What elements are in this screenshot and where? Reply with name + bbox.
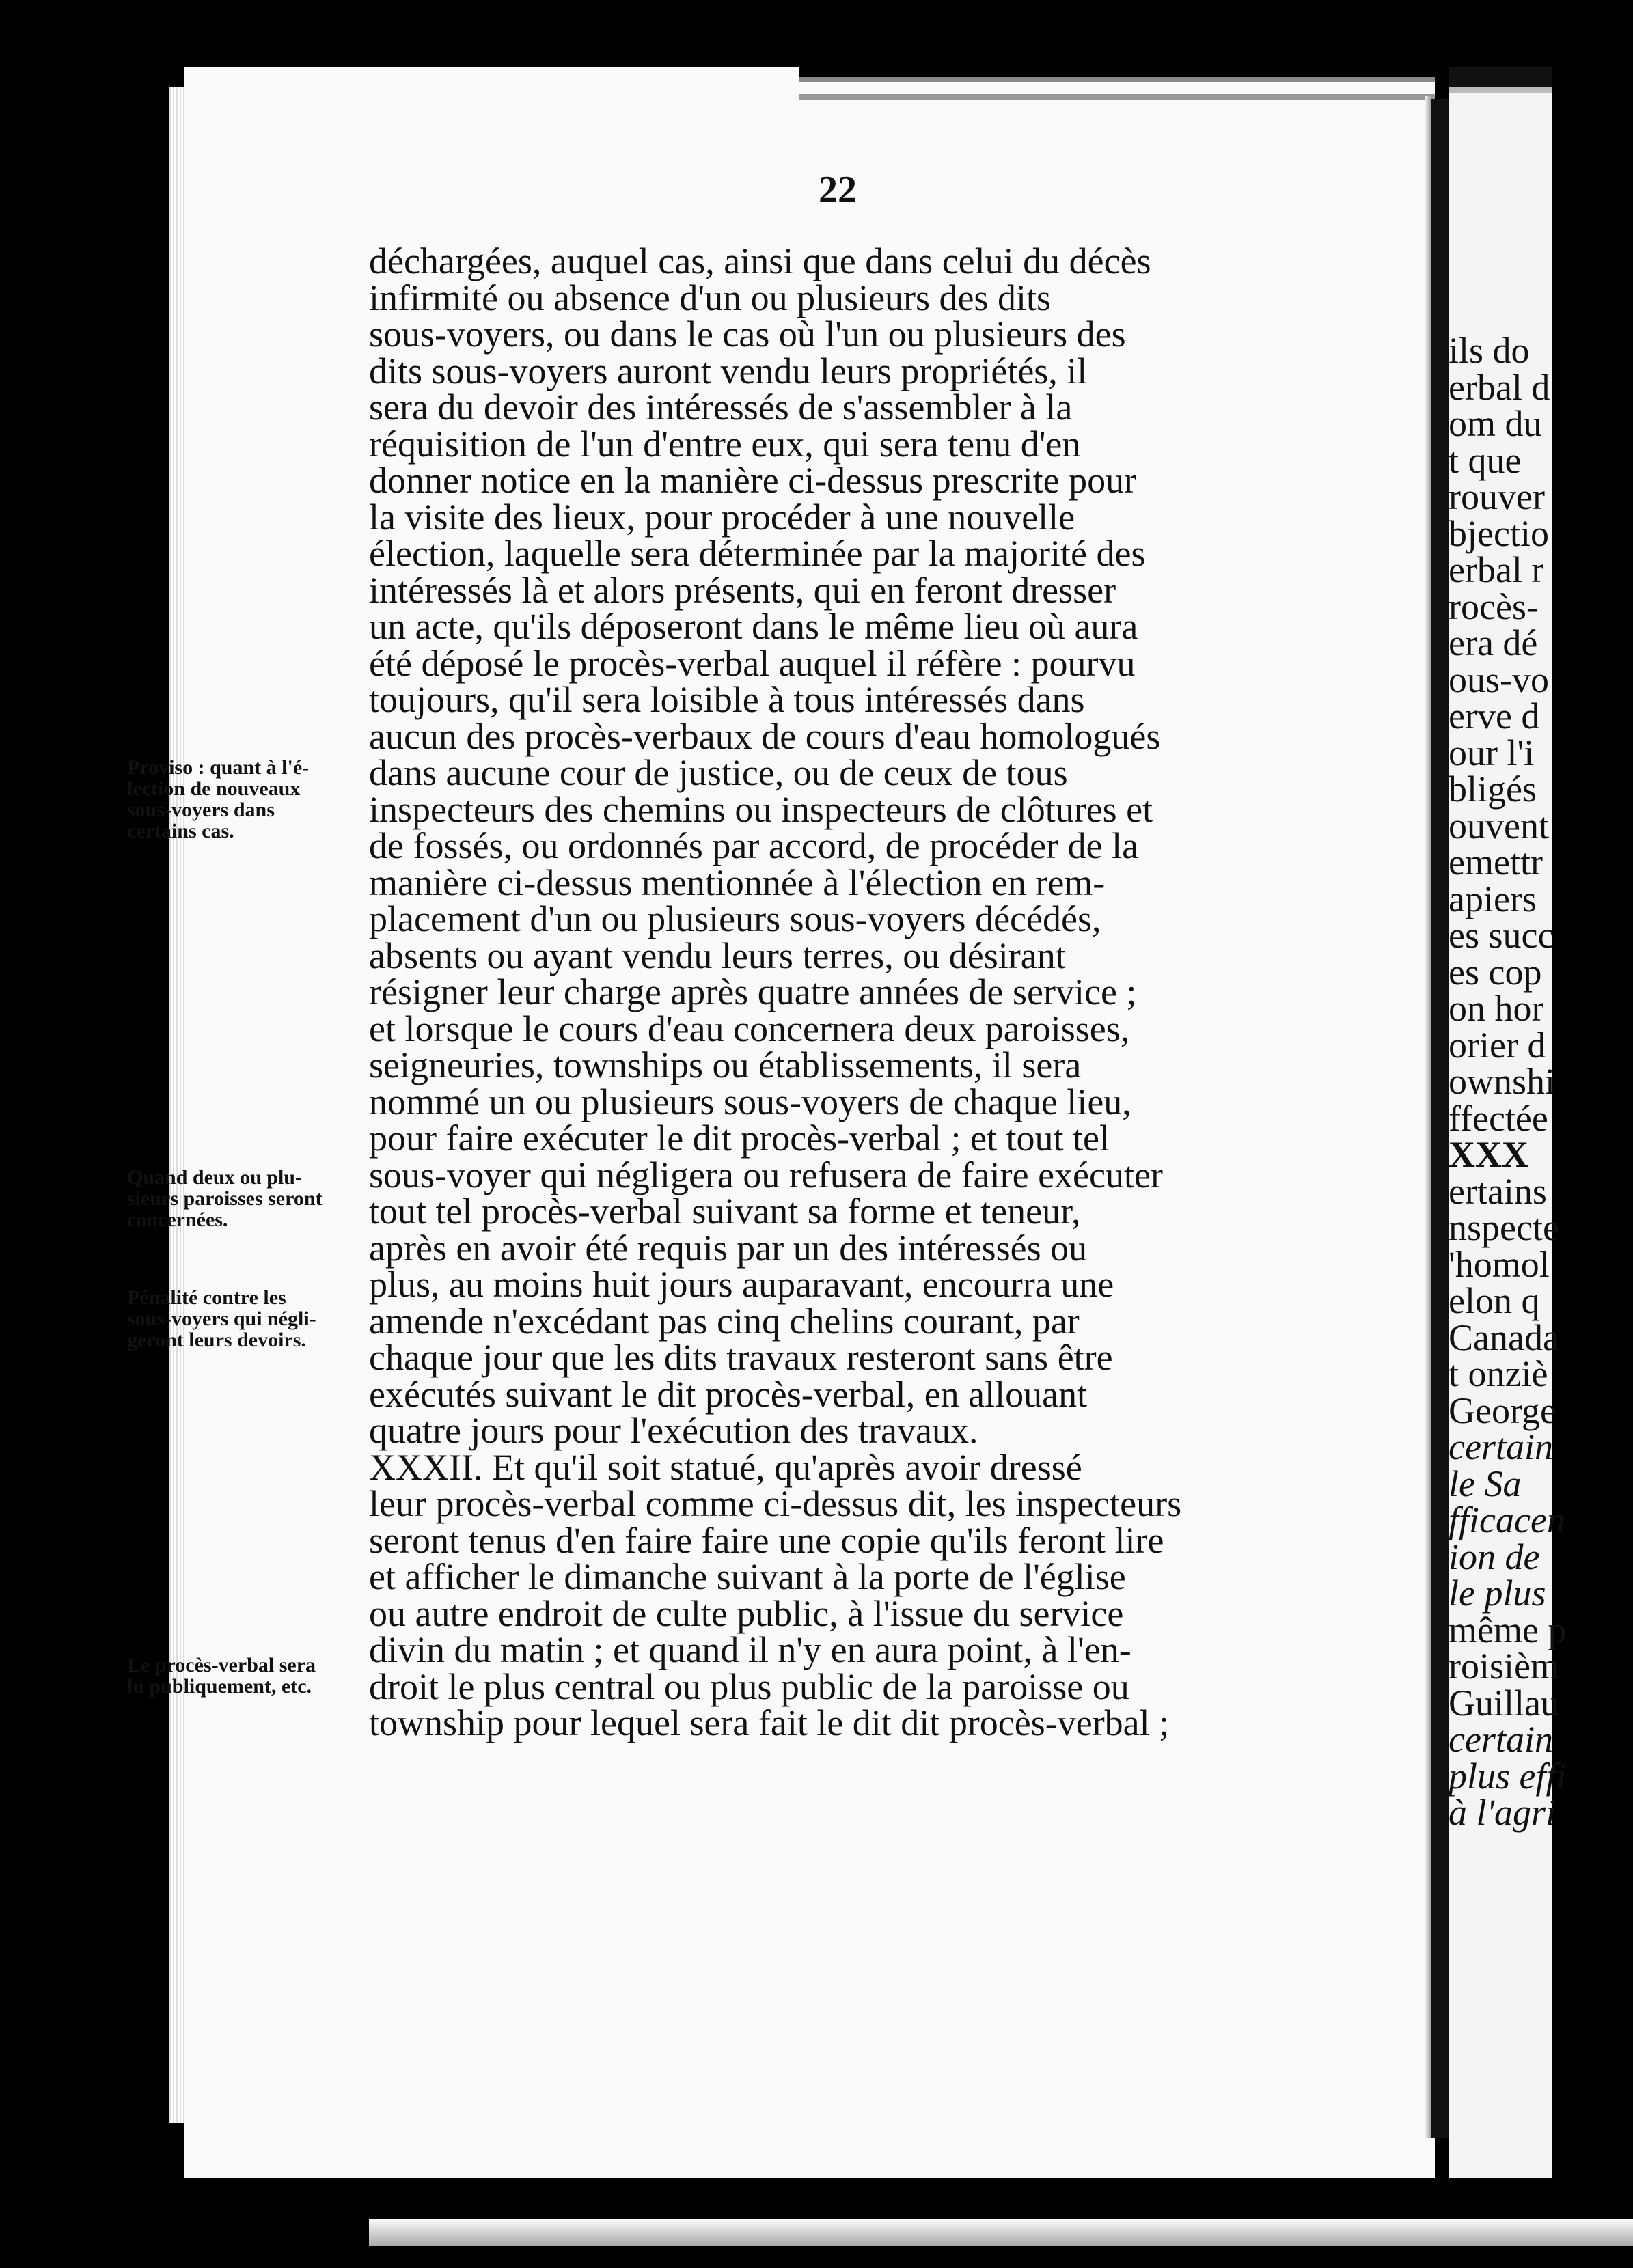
text-line: tout tel procès-verbal suivant sa forme et teneur,	[369, 1191, 1081, 1232]
margin-note-penalite	[127, 1287, 316, 1351]
text-fragment: ous-vo	[1449, 659, 1549, 700]
margin-note-line: lection de nouveaux	[127, 777, 301, 800]
margin-note-line: sous-voyers qui négli-	[127, 1308, 316, 1330]
margin-note-proviso	[127, 757, 309, 842]
text-fragment: roisièm	[1449, 1646, 1559, 1687]
text-line: un acte, qu'ils déposeront dans le même lieu où aura	[369, 606, 1138, 647]
text-line: résigner leur charge après quatre années de service ;	[369, 971, 1137, 1012]
margin-note-line: certains cas.	[127, 820, 234, 842]
text-fragment: ils do	[1449, 330, 1530, 371]
text-fragment: 'homol	[1449, 1243, 1550, 1285]
text-fragment: bligés	[1449, 769, 1537, 810]
text-fragment: era dé	[1449, 622, 1538, 663]
book-gutter	[1431, 99, 1449, 2138]
text-line: dits sous-voyers auront vendu leurs propriétés, il	[369, 350, 1088, 391]
text-line: et afficher le dimanche suivant à la porte de l'église	[369, 1556, 1126, 1597]
text-line: été déposé le procès-verbal auquel il réfère : pourvu	[369, 642, 1136, 684]
text-fragment: plus effi	[1449, 1755, 1567, 1797]
text-line: inspecteurs des chemins ou inspecteurs de clôtures et	[369, 788, 1153, 830]
text-fragment: apiers	[1449, 878, 1537, 919]
text-line: divin du matin ; et quand il n'y en aura point, à l'en-	[369, 1629, 1131, 1670]
text-line: infirmité ou absence d'un ou plusieurs des dits	[369, 277, 1052, 318]
page-number: 22	[819, 169, 857, 211]
text-line: sous-voyer qui négligera ou refusera de faire exécuter	[369, 1154, 1163, 1195]
text-line: sera du devoir des intéressés de s'assembler à la	[369, 387, 1073, 428]
page-bottom-edge	[369, 2219, 1633, 2246]
margin-note-publication	[127, 1655, 316, 1697]
text-fragment: erbal d	[1449, 366, 1550, 408]
text-line: leur procès-verbal comme ci-dessus dit, les inspecteurs	[369, 1483, 1182, 1524]
text-line: exécutés suivant le dit procès-verbal, en allouant	[369, 1373, 1088, 1415]
text-line: aucun des procès-verbaux de cours d'eau homologués	[369, 715, 1161, 757]
text-fragment: le plus	[1449, 1573, 1546, 1614]
text-fragment: emettr	[1449, 842, 1543, 883]
text-line: absents ou ayant vendu leurs terres, ou désirant	[369, 935, 1066, 976]
text-line: droit le plus central ou plus public de la paroisse ou	[369, 1665, 1129, 1707]
text-line: toujours, qu'il sera loisible à tous intéressés dans	[369, 679, 1085, 720]
text-fragment: certain	[1449, 1426, 1553, 1467]
text-fragment: es cop	[1449, 951, 1542, 993]
text-line: placement d'un ou plusieurs sous-voyers décédés,	[369, 898, 1101, 939]
margin-note-paroisses	[127, 1167, 323, 1230]
text-line: dans aucune cour de justice, ou de ceux de tous	[369, 752, 1068, 793]
margin-note-line: sieurs paroisses seront	[127, 1187, 323, 1210]
text-fragment: erve d	[1449, 695, 1540, 736]
margin-note-line: sous-voyers dans	[127, 799, 275, 821]
text-line: déchargées, auquel cas, ainsi que dans celui du décès	[369, 240, 1151, 281]
margin-note-line: Quand deux ou plu-	[127, 1166, 302, 1189]
text-line: manière ci-dessus mentionnée à l'élection en rem-	[369, 861, 1106, 903]
text-line: ou autre endroit de culte public, à l'issue du service	[369, 1592, 1124, 1634]
text-line: chaque jour que les dits travaux resteront sans être	[369, 1337, 1113, 1378]
text-fragment: bjectio	[1449, 512, 1549, 554]
text-fragment: Canada	[1449, 1316, 1559, 1358]
margin-note-line: Pénalité contre les	[127, 1286, 286, 1309]
text-fragment: à l'agri	[1449, 1792, 1556, 1833]
right-page-text	[1449, 330, 1567, 1833]
text-fragment: même p	[1449, 1609, 1567, 1650]
text-line: après en avoir été requis par un des intéressés ou	[369, 1227, 1088, 1269]
text-line: sous-voyers, ou dans le cas où l'un ou plusieurs des	[369, 314, 1126, 355]
margin-note-line: lu publiquement, etc.	[127, 1675, 312, 1698]
text-line: la visite des lieux, pour procéder à une nouvelle	[369, 496, 1075, 538]
text-fragment: le Sa	[1449, 1463, 1522, 1504]
text-line: élection, laquelle sera déterminée par la majorité des	[369, 533, 1146, 574]
text-line: seigneuries, townships ou établissements, il sera	[369, 1045, 1082, 1085]
text-fragment: Guillau	[1449, 1682, 1559, 1724]
text-fragment: our l'i	[1449, 732, 1535, 773]
text-line: intéressés là et alors présents, qui en feront dresser	[369, 569, 1116, 611]
text-fragment: es succ	[1449, 915, 1554, 956]
text-fragment: t onziè	[1449, 1353, 1548, 1394]
margin-note-line: concernées.	[127, 1208, 228, 1231]
text-line: donner notice en la manière ci-dessus prescrite pour	[369, 460, 1137, 501]
text-line: XXXII. Et qu'il soit statué, qu'après avoir dressé	[369, 1446, 1082, 1488]
text-line: quatre jours pour l'exécution des travaux.	[369, 1410, 978, 1451]
text-line: pour faire exécuter le dit procès-verbal ; et tout tel	[369, 1118, 1110, 1159]
text-fragment: on hor	[1449, 988, 1544, 1029]
text-line: réquisition de l'un d'entre eux, qui sera tenu d'en	[369, 423, 1081, 465]
text-line: de fossés, ou ordonnés par accord, de procéder de la	[369, 825, 1139, 866]
text-fragment: elon q	[1449, 1280, 1540, 1321]
margin-note-line: Proviso : quant à l'é-	[127, 756, 310, 779]
text-fragment: rouver	[1449, 476, 1545, 517]
text-fragment: nspecte	[1449, 1207, 1559, 1248]
text-fragment: fficacen	[1449, 1499, 1565, 1540]
text-fragment: t que	[1449, 439, 1522, 481]
text-fragment: ffectée	[1449, 1097, 1548, 1139]
text-fragment: ion de	[1449, 1536, 1540, 1577]
text-fragment: XXX	[1449, 1134, 1528, 1175]
margin-note-line: Le procès-verbal sera	[127, 1654, 316, 1676]
text-fragment: orier d	[1449, 1024, 1546, 1066]
text-line: plus, au moins huit jours auparavant, encourra une	[369, 1264, 1114, 1305]
body-text	[369, 240, 1449, 1743]
right-page-top-shadow	[1449, 67, 1552, 142]
book-page-right	[1449, 67, 1567, 2178]
text-fragment: rocès-	[1449, 585, 1539, 627]
page-top-shadow	[799, 67, 1435, 176]
text-line: et lorsque le cours d'eau concernera deux paroisses,	[369, 1008, 1130, 1049]
text-fragment: ertains	[1449, 1170, 1547, 1212]
text-fragment: ouvent	[1449, 805, 1549, 846]
text-line: township pour lequel sera fait le dit dit procès-verbal ;	[369, 1702, 1170, 1743]
text-fragment: om du	[1449, 403, 1542, 444]
text-fragment: certain	[1449, 1719, 1553, 1760]
text-line: nommé un ou plusieurs sous-voyers de chaque lieu,	[369, 1081, 1131, 1122]
text-line: amende n'excédant pas cinq chelins courant, par	[369, 1300, 1080, 1342]
text-fragment: erbal r	[1449, 549, 1544, 590]
text-fragment: George	[1449, 1389, 1556, 1431]
margin-note-line: geront leurs devoirs.	[127, 1329, 306, 1351]
text-line: seront tenus d'en faire faire une copie qu'ils feront lire	[369, 1519, 1164, 1561]
text-fragment: ownshi	[1449, 1061, 1556, 1102]
